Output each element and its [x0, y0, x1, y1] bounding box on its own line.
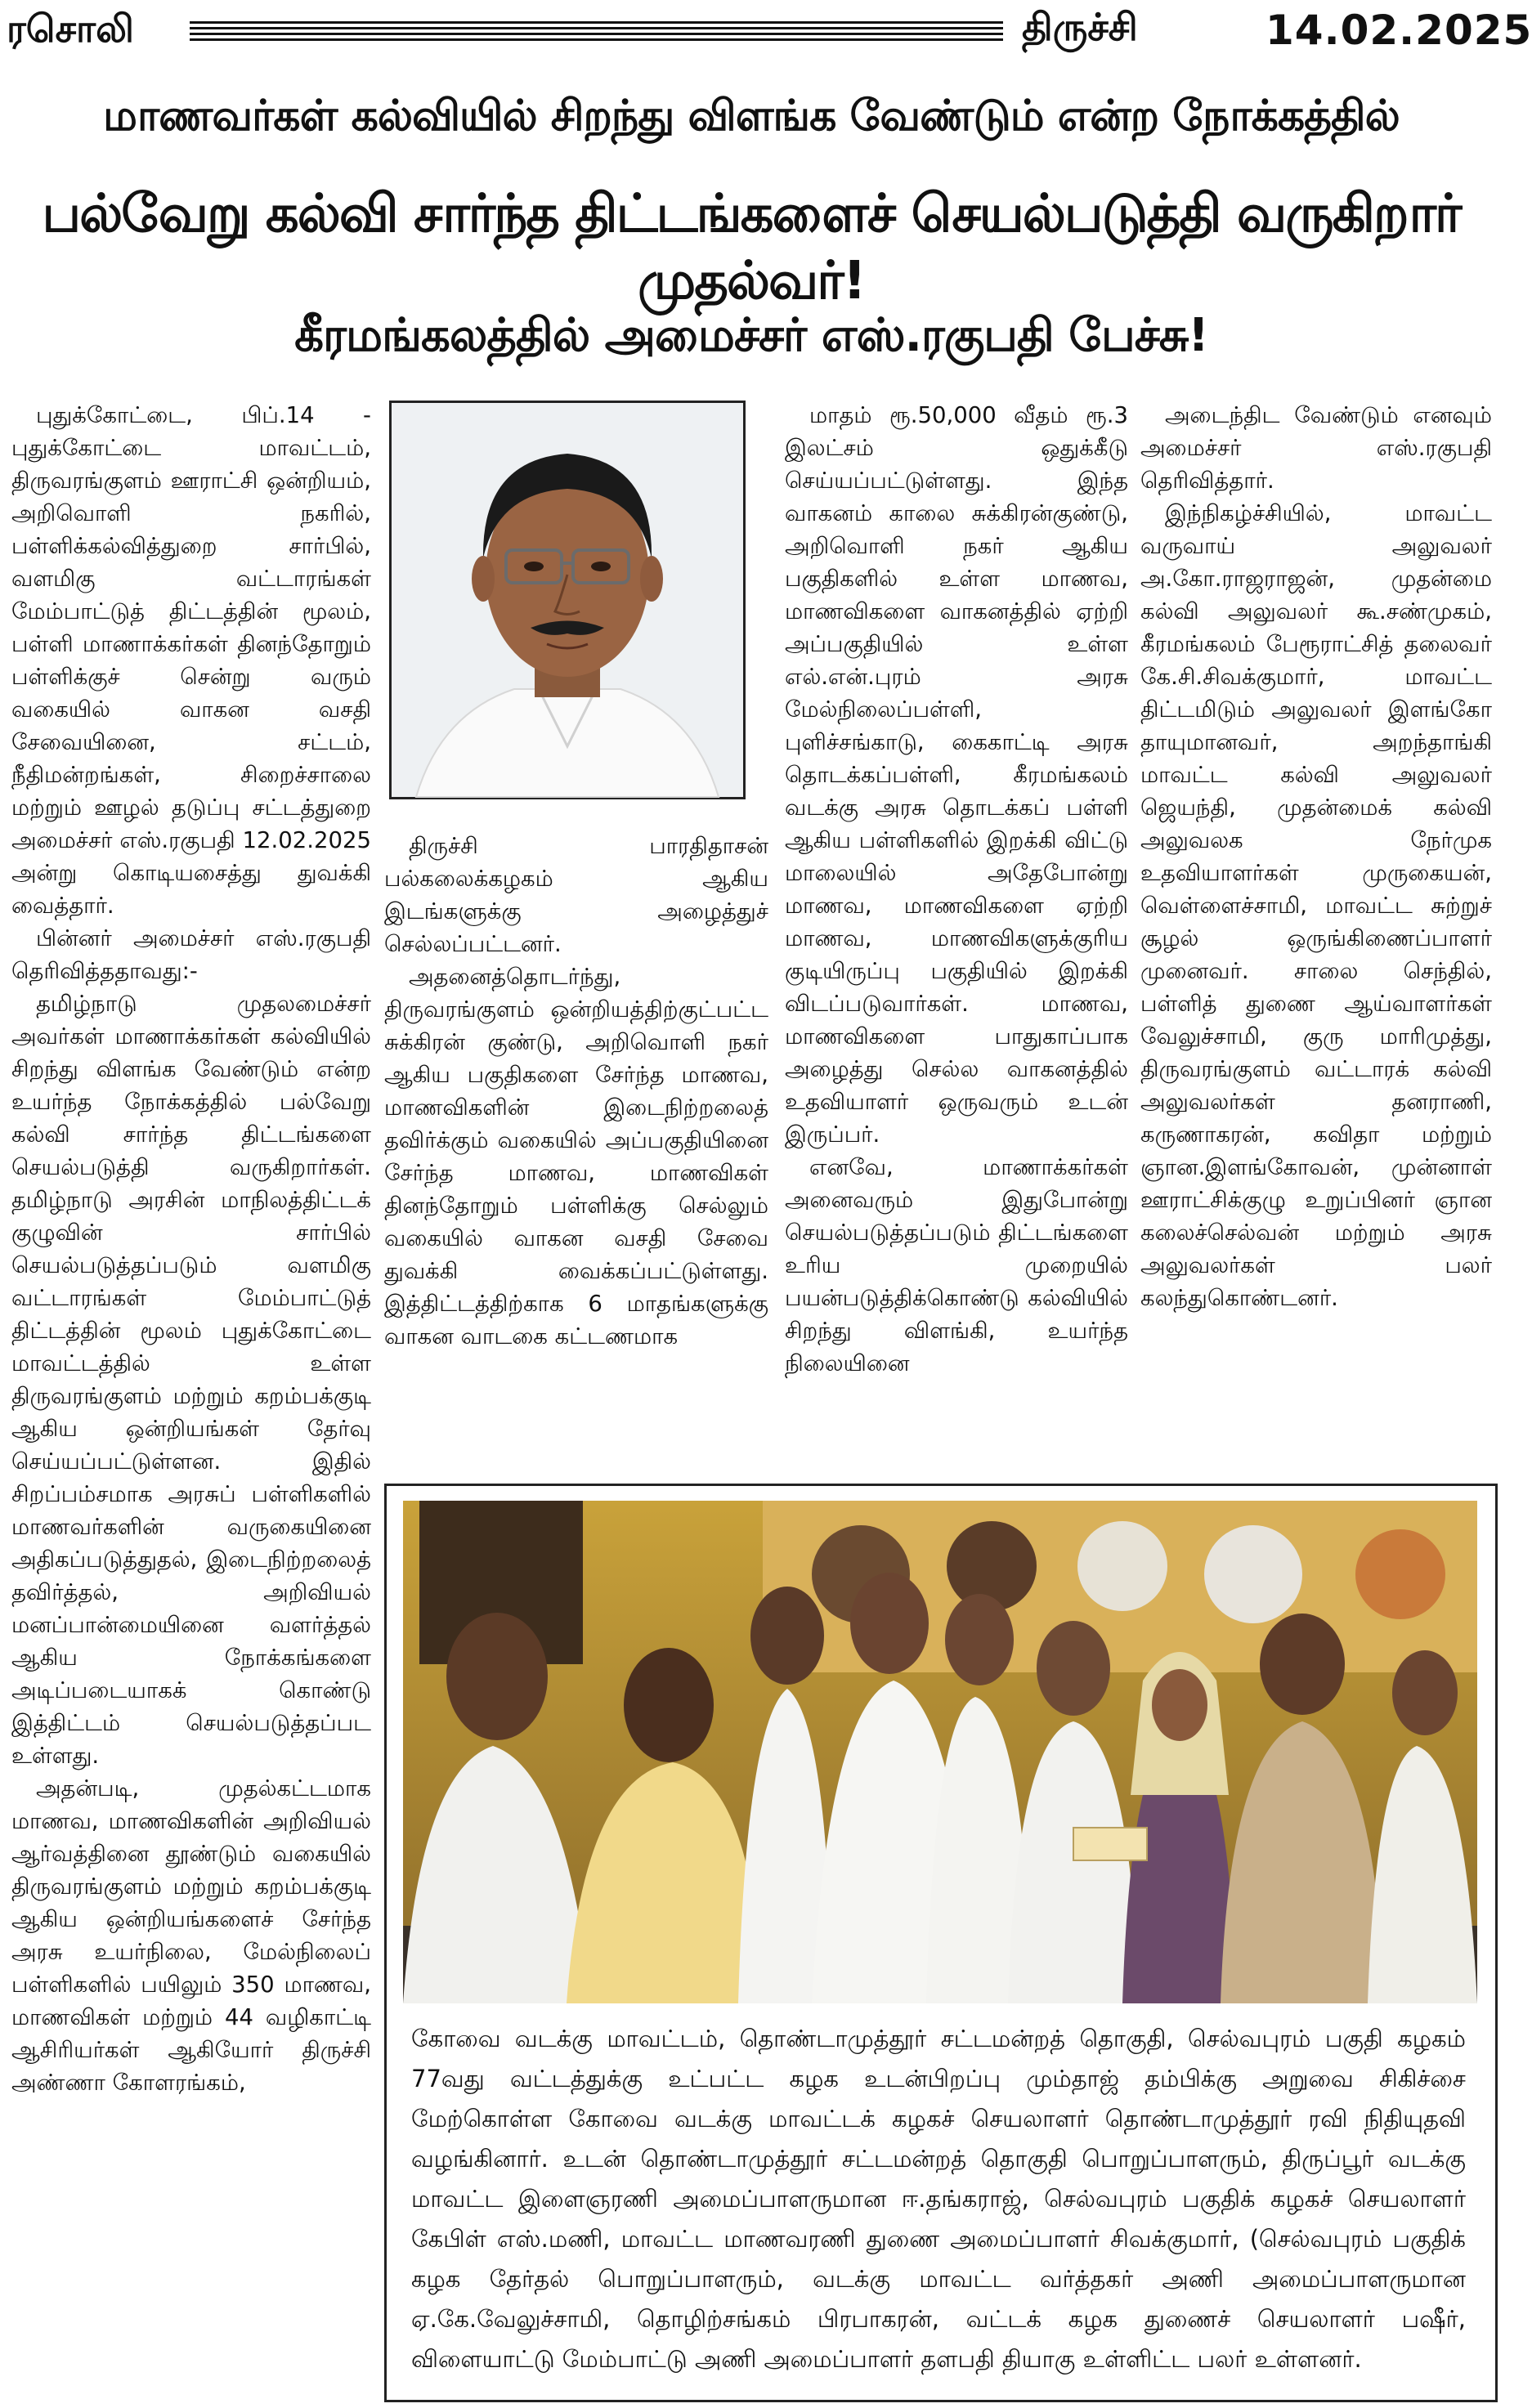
minister-portrait-photo [389, 401, 746, 799]
paragraph: அடைந்திட வேண்டும் எனவும் அமைச்சர் எஸ்.ரகுபதி தெரிவித்தார். [1140, 402, 1492, 494]
edition-city: திருச்சி [1022, 5, 1138, 49]
masthead-rule [190, 21, 1003, 24]
edition-date: 14.02.2025 [1265, 7, 1532, 54]
masthead-rule [190, 38, 1003, 41]
paragraph: திருச்சி பாரதிதாசன் பல்கலைக்கழகம் ஆகிய இடங்களுக்கு அழைத்துச் செல்லப்பட்டனர். [384, 833, 768, 957]
article-column-1 [11, 399, 371, 2099]
masthead-rule [190, 33, 1003, 35]
group-photo-illustration [403, 1501, 1477, 2003]
paragraph: பின்னர் அமைச்சர் எஸ்.ரகுபதி தெரிவித்ததாவது:- [11, 925, 371, 984]
event-group-photo [403, 1501, 1477, 2003]
portrait-illustration [392, 403, 743, 797]
paragraph: புதுக்கோட்டை, பிப்.14 - புதுக்கோட்டை மாவட்டம், திருவரங்குளம் ஊராட்சி ஒன்றியம், அறிவொளி நகரில், பள்ளிக்கல்வித்துறை சார்பில், வளமிகு வட்டாரங்கள் மேம்பாட்டுத் திட்டத்தின் மூலம், பள்ளி மாணாக்கர்கள் தினந்தோறும் பள்ளிக்குச் சென்று வரும் வகையில் வாகன வசதி சேவையினை, சட்டம், நீதிமன்றங்கள், சிறைச்சாலை மற்றும் ஊழல் தடுப்பு சட்டத்துறை அமைச்சர் எஸ்.ரகுபதி 12.02.2025 அன்று கொடியசைத்து துவக்கி வைத்தார். [11, 402, 371, 919]
paragraph: அதனைத்தொடர்ந்து, திருவரங்குளம் ஒன்றியத்திற்குட்பட்ட சுக்கிரன் குண்டு, அறிவொளி நகர் ஆகிய பகுதிகளை சேர்ந்த மாணவ, மாணவிகளின் இடைநிற்றலைத் தவிர்க்கும் வகையில் அப்பகுதியினை சேர்ந்த மாணவ, மாணவிகள் தினந்தோறும் பள்ளிக்கு செல்லும் வகையில் வாகன வசதி சேவை துவக்கி வைக்கப்பட்டுள்ளது. இத்திட்டத்திற்காக 6 மாதங்களுக்கு வாகன வாடகை கட்டணமாக [384, 964, 768, 1349]
article-column-4 [1140, 399, 1492, 1314]
masthead-rule [190, 27, 1003, 29]
masthead [0, 0, 1532, 57]
paragraph: எனவே, மாணாக்கர்கள் அனைவரும் இதுபோன்று செயல்படுத்தப்படும் திட்டங்களை உரிய முறையில் பயன்படுத்திக்கொண்டு கல்வியில் சிறந்து விளங்கி, உயர்ந்த நிலையினை [785, 1154, 1128, 1376]
event-photo-box [384, 1484, 1498, 2402]
article-column-2 [384, 830, 768, 1353]
article-column-3 [785, 399, 1128, 1380]
photo-caption: கோவை வடக்கு மாவட்டம், தொண்டாமுத்தூர் சட்டமன்றத் தொகுதி, செல்வபுரம் பகுதி கழகம் 77வது வட்டத்துக்கு உட்பட்ட கழக உடன்பிறப்பு மும்தாஜ் தம்பிக்கு அறுவை சிகிச்சை மேற்கொள்ள கோவை வடக்கு மாவட்டக் கழகச் செயலாளர் தொண்டாமுத்தூர் ரவி நிதியுதவி வழங்கினார். உடன் தொண்டாமுத்தூர் சட்டமன்றத் தொகுதி பொறுப்பாளரும், திருப்பூர் வடக்கு மாவட்ட இளைஞரணி அமைப்பாளருமான ஈ.தங்கராஜ், செல்வபுரம் பகுதிக் கழகச் செயலாளர் கேபிள் எஸ்.மணி, மாவட்ட மாணவரணி துணை அமைப்பாளர் சிவக்குமார், (செல்வபுரம் பகுதிக் கழக தேர்தல் பொறுப்பாளரும், வடக்கு மாவட்ட வர்த்தகர் அணி அமைப்பாளருமான ஏ.கே.வேலுச்சாமி, தொழிற்சங்கம் பிரபாகரன், வட்டக் கழக துணைச் செயலாளர் பஷீர், விளையாட்டு மேம்பாட்டு அணி அமைப்பாளர் தளபதி தியாகு உள்ளிட்ட பலர் உள்ளனர். [411, 2025, 1466, 2373]
article-kicker: மாணவர்கள் கல்வியில் சிறந்து விளங்க வேண்டும் என்ற நோக்கத்தில் [103, 92, 1400, 141]
paragraph: தமிழ்நாடு முதலமைச்சர் அவர்கள் மாணாக்கர்கள் கல்வியில் சிறந்து விளங்க வேண்டும் என்ற உயர்ந்த நோக்கத்தில் பல்வேறு கல்வி சார்ந்த திட்டங்களை செயல்படுத்தி வருகிறார்கள். தமிழ்நாடு அரசின் மாநிலத்திட்டக் குழுவின் சார்பில் செயல்படுத்தப்படும் வளமிகு வட்டாரங்கள் மேம்பாட்டுத் திட்டத்தின் மூலம் புதுக்கோட்டை மாவட்டத்தில் உள்ள திருவரங்குளம் மற்றும் கறம்பக்குடி ஆகிய ஒன்றியங்கள் தேர்வு செய்யப்பட்டுள்ளன. இதில் சிறப்பம்சமாக அரசுப் பள்ளிகளில் மாணவர்களின் வருகையினை அதிகப்படுத்துதல், இடைநிற்றலைத் தவிர்த்தல், அறிவியல் மனப்பான்மையினை வளர்த்தல் ஆகிய நோக்கங்களை அடிப்படையாகக் கொண்டு இத்திட்டம் செயல்படுத்தப்பட உள்ளது. [11, 991, 371, 1769]
newspaper-name: ரசொலி [7, 7, 134, 51]
article-headline: பல்வேறு கல்வி சார்ந்த திட்டங்களைச் செயல்படுத்தி வருகிறார் முதல்வர்! [42, 184, 1461, 311]
article-subheadline: கீரமங்கலத்தில் அமைச்சர் எஸ்.ரகுபதி பேச்சு! [294, 309, 1208, 362]
paragraph: மாதம் ரூ.50,000 வீதம் ரூ.3 இலட்சம் ஒதுக்கீடு செய்யப்பட்டுள்ளது. இந்த வாகனம் காலை சுக்கிரன்குண்டு, அறிவொளி நகர் ஆகிய பகுதிகளில் உள்ள மாணவ, மாணவிகளை வாகனத்தில் ஏற்றி அப்பகுதியில் உள்ள எல்.என்.புரம் அரசு மேல்நிலைப்பள்ளி, புளிச்சங்காடு, கைகாட்டி அரசு தொடக்கப்பள்ளி, கீரமங்கலம் வடக்கு அரசு தொடக்கப் பள்ளி ஆகிய பள்ளிகளில் இறக்கி விட்டு மாலையில் அதேபோன்று மாணவ, மாணவிகளை ஏற்றி மாணவ, மாணவிகளுக்குரிய குடியிருப்பு பகுதியில் இறக்கி விடப்படுவார்கள். மாணவ, மாணவிகளை பாதுகாப்பாக அழைத்து செல்ல வாகனத்தில் உதவியாளர் ஒருவரும் உடன் இருப்பர். [785, 402, 1128, 1148]
paragraph: இந்நிகழ்ச்சியில், மாவட்ட வருவாய் அலுவலர் அ.கோ.ராஜராஜன், முதன்மை கல்வி அலுவலர் கூ.சண்முகம், கீரமங்கலம் பேரூராட்சித் தலைவர் கே.சி.சிவக்குமார், மாவட்ட திட்டமிடும் அலுவலர் இளங்கோ தாயுமானவர், அறந்தாங்கி மாவட்ட கல்வி அலுவலர் ஜெயந்தி, முதன்மைக் கல்வி அலுவலக நேர்முக உதவியாளர்கள் முருகையன், வெள்ளைச்சாமி, மாவட்ட சுற்றுச் சூழல் ஒருங்கிணைப்பாளர் முனைவர். சாலை செந்தில், பள்ளித் துணை ஆய்வாளர்கள் வேலுச்சாமி, குரு மாரிமுத்து, திருவரங்குளம் வட்டாரக் கல்வி அலுவலர்கள் தனராணி, கருணாகரன், கவிதா மற்றும் ஞான.இளங்கோவன், முன்னாள் ஊராட்சிக்குழு உறுப்பினர் ஞான கலைச்செல்வன் மற்றும் அரசு அலுவலர்கள் பலர் கலந்துகொண்டனர். [1140, 500, 1492, 1311]
paragraph: அதன்படி, முதல்கட்டமாக மாணவ, மாணவிகளின் அறிவியல் ஆர்வத்தினை தூண்டும் வகையில் திருவரங்குளம் மற்றும் கறம்பக்குடி ஆகிய ஒன்றியங்களைச் சேர்ந்த அரசு உயர்நிலை, மேல்நிலைப் பள்ளிகளில் பயிலும் 350 மாணவ, மாணவிகள் மற்றும் 44 வழிகாட்டி ஆசிரியர்கள் ஆகியோர் திருச்சி அண்ணா கோளரங்கம், [11, 1775, 371, 2096]
